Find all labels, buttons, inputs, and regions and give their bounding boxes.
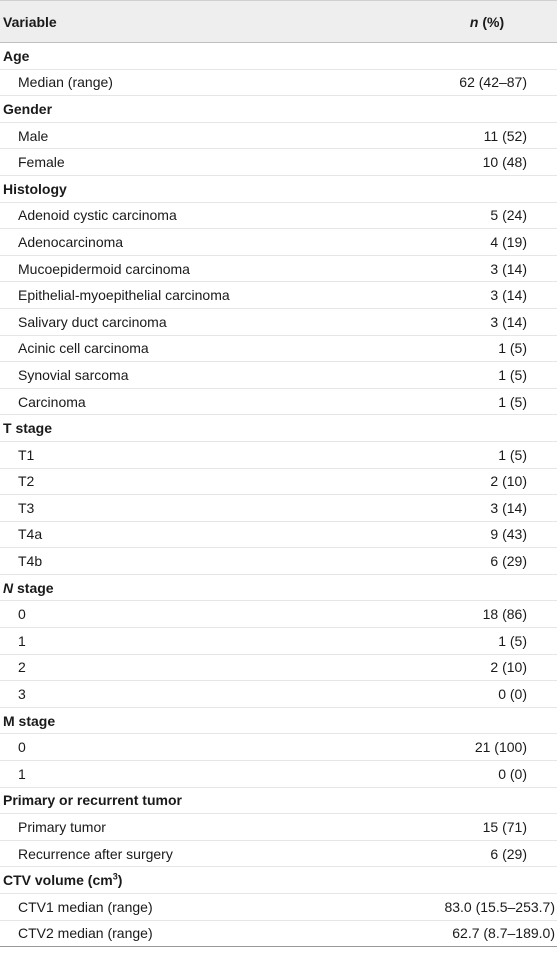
row-label: 1 [18, 632, 26, 649]
section-title: Gender [3, 100, 53, 117]
table-row [0, 814, 557, 841]
row-value: 83.0 (15.5–253.7) [444, 898, 555, 915]
row-value: 1 (5) [498, 632, 527, 649]
table-row [0, 469, 557, 496]
table-row [0, 123, 557, 150]
row-label: 1 [18, 765, 26, 782]
row-value: 6 (29) [490, 845, 527, 862]
row-label: Acinic cell carcinoma [18, 340, 149, 357]
row-value: 2 (10) [490, 659, 527, 676]
row-value: 62 (42–87) [459, 74, 527, 91]
section-heading [0, 788, 557, 815]
row-label: T4a [18, 526, 43, 543]
row-value: 6 (29) [490, 553, 527, 570]
table-row [0, 336, 557, 363]
section-heading [0, 176, 557, 203]
table-row [0, 282, 557, 309]
row-label: T3 [18, 499, 35, 516]
row-label: Adenocarcinoma [18, 233, 124, 250]
section-title: T stage [3, 420, 53, 437]
row-label: T2 [18, 473, 35, 490]
row-label: CTV1 median (range) [18, 898, 153, 915]
section-title: N stage [3, 579, 54, 596]
section-heading [0, 867, 557, 894]
row-value: 3 (14) [490, 313, 527, 330]
table-row [0, 734, 557, 761]
row-label: Recurrence after surgery [18, 845, 173, 862]
table-row [0, 628, 557, 655]
section-heading [0, 575, 557, 602]
table-row [0, 841, 557, 868]
row-value: 3 (14) [490, 287, 527, 304]
row-label: Carcinoma [18, 393, 86, 410]
section-heading [0, 415, 557, 442]
row-value: 1 (5) [498, 446, 527, 463]
section-title: Age [3, 47, 30, 64]
table-row [0, 548, 557, 575]
row-value: 3 (14) [490, 260, 527, 277]
table-row [0, 70, 557, 97]
section-title: M stage [3, 712, 56, 729]
variable-column-header: Variable [3, 13, 57, 30]
row-label: Synovial sarcoma [18, 366, 129, 383]
row-label: 0 [18, 606, 26, 623]
table-row [0, 442, 557, 469]
table-row [0, 389, 557, 416]
row-label: CTV2 median (range) [18, 925, 153, 942]
table-row [0, 655, 557, 682]
row-value: 2 (10) [490, 473, 527, 490]
table-row [0, 256, 557, 283]
table-row [0, 495, 557, 522]
row-label: 3 [18, 686, 26, 703]
table-row [0, 362, 557, 389]
row-value: 3 (14) [490, 499, 527, 516]
table-row [0, 203, 557, 230]
row-label: Salivary duct carcinoma [18, 313, 167, 330]
row-value: 0 (0) [498, 686, 527, 703]
row-value: 21 (100) [474, 739, 527, 756]
row-label: Female [18, 154, 65, 171]
row-label: Median (range) [18, 74, 113, 91]
table-row [0, 601, 557, 628]
row-value: 1 (5) [498, 340, 527, 357]
row-label: Primary tumor [18, 819, 106, 836]
row-value: 9 (43) [490, 526, 527, 543]
row-value: 15 (71) [482, 819, 527, 836]
row-value: 62.7 (8.7–189.0) [452, 925, 555, 942]
section-title: Primary or recurrent tumor [3, 792, 182, 809]
section-title: CTV volume $(cm^3)$ [3, 871, 123, 889]
row-label: Mucoepidermoid carcinoma [18, 260, 190, 277]
section-heading [0, 43, 557, 70]
table-row [0, 229, 557, 256]
row-label: Male [18, 127, 49, 144]
row-label: Adenoid cystic carcinoma [18, 207, 177, 224]
row-value: 1 (5) [498, 366, 527, 383]
row-value: 4 (19) [490, 233, 527, 250]
table-row [0, 921, 557, 948]
table-header [0, 0, 557, 43]
row-label: T4b [18, 553, 43, 570]
row-value: 0 (0) [498, 765, 527, 782]
table-row [0, 309, 557, 336]
table-row [0, 761, 557, 788]
row-value: 5 (24) [490, 207, 527, 224]
section-title: Histology [3, 180, 67, 197]
row-value: 1 (5) [498, 393, 527, 410]
table-row [0, 681, 557, 708]
table-row [0, 522, 557, 549]
row-value: 18 (86) [482, 606, 527, 623]
n-percent-column-header [387, 14, 557, 30]
table-body [0, 43, 557, 947]
row-label: 2 [18, 659, 26, 676]
row-value: 11 (52) [483, 127, 527, 144]
row-value: 10 (48) [482, 154, 527, 171]
row-label: Epithelial-myoepithelial carcinoma [18, 287, 230, 304]
section-heading [0, 708, 557, 735]
row-label: 0 [18, 739, 26, 756]
section-heading [0, 96, 557, 123]
table-row [0, 149, 557, 176]
percent-label: (%) [478, 13, 505, 30]
table-row [0, 894, 557, 921]
n-symbol: n [469, 13, 479, 30]
row-label: T1 [18, 446, 35, 463]
